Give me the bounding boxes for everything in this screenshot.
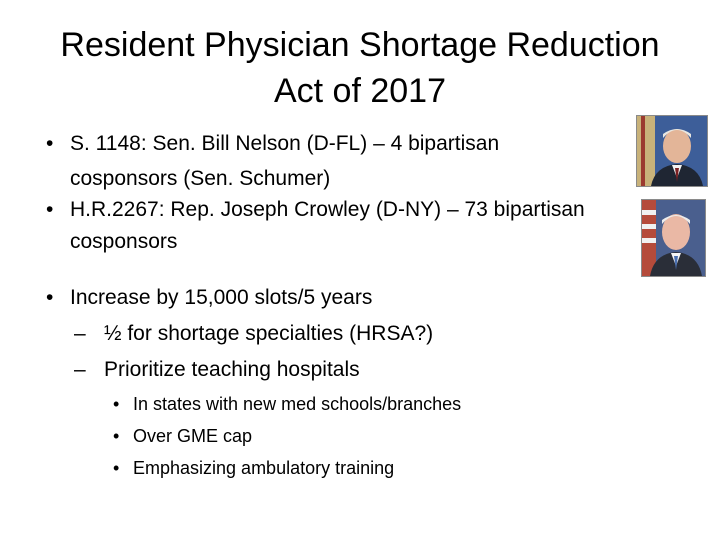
bullet-marker: • bbox=[113, 426, 120, 446]
bullet-text: cosponsors (Sen. Schumer) bbox=[70, 167, 331, 190]
dash-marker: – bbox=[74, 358, 86, 381]
bullet-marker: • bbox=[46, 132, 54, 155]
bullet-marker: • bbox=[46, 198, 54, 221]
portrait-senator-nelson bbox=[636, 115, 708, 187]
bullet-item bbox=[46, 196, 585, 224]
bullet-continuation bbox=[70, 228, 177, 256]
sub-sub-bullet-text: Over GME cap bbox=[133, 426, 253, 446]
bullet-text: H.R.2267: Rep. Joseph Crowley (D-NY) – 73 bipartisan bbox=[70, 198, 585, 221]
title-line-1: Resident Physician Shortage Reduction bbox=[60, 26, 660, 64]
sub-bullet-item bbox=[74, 356, 360, 384]
sub-bullet-item bbox=[74, 320, 434, 348]
bullet-text: S. 1148: Sen. Bill Nelson (D-FL) – 4 bipartisan bbox=[70, 132, 500, 155]
dash-marker: – bbox=[74, 322, 86, 345]
sub-sub-bullet-item bbox=[113, 456, 395, 480]
portrait-rep-crowley bbox=[641, 199, 706, 277]
bullet-continuation bbox=[70, 165, 330, 193]
sub-sub-bullet-text: Emphasizing ambulatory training bbox=[133, 458, 395, 478]
bullet-text: Increase by 15,000 slots/5 years bbox=[70, 286, 373, 309]
sub-sub-bullet-item bbox=[113, 392, 462, 416]
portrait-image bbox=[637, 116, 707, 186]
bullet-text: cosponsors bbox=[70, 230, 178, 253]
title-line-2: Act of 2017 bbox=[273, 72, 446, 110]
sub-sub-bullet-text: In states with new med schools/branches bbox=[133, 394, 462, 414]
bullet-item bbox=[46, 130, 500, 158]
bullet-marker: • bbox=[113, 394, 120, 414]
bullet-marker: • bbox=[113, 458, 120, 478]
sub-bullet-text: Prioritize teaching hospitals bbox=[104, 358, 360, 381]
sub-bullet-text: ½ for shortage specialties (HRSA?) bbox=[104, 322, 434, 345]
sub-sub-bullet-item bbox=[113, 424, 253, 448]
bullet-item bbox=[46, 284, 373, 312]
bullet-marker: • bbox=[46, 286, 54, 309]
portrait-image bbox=[642, 200, 705, 276]
